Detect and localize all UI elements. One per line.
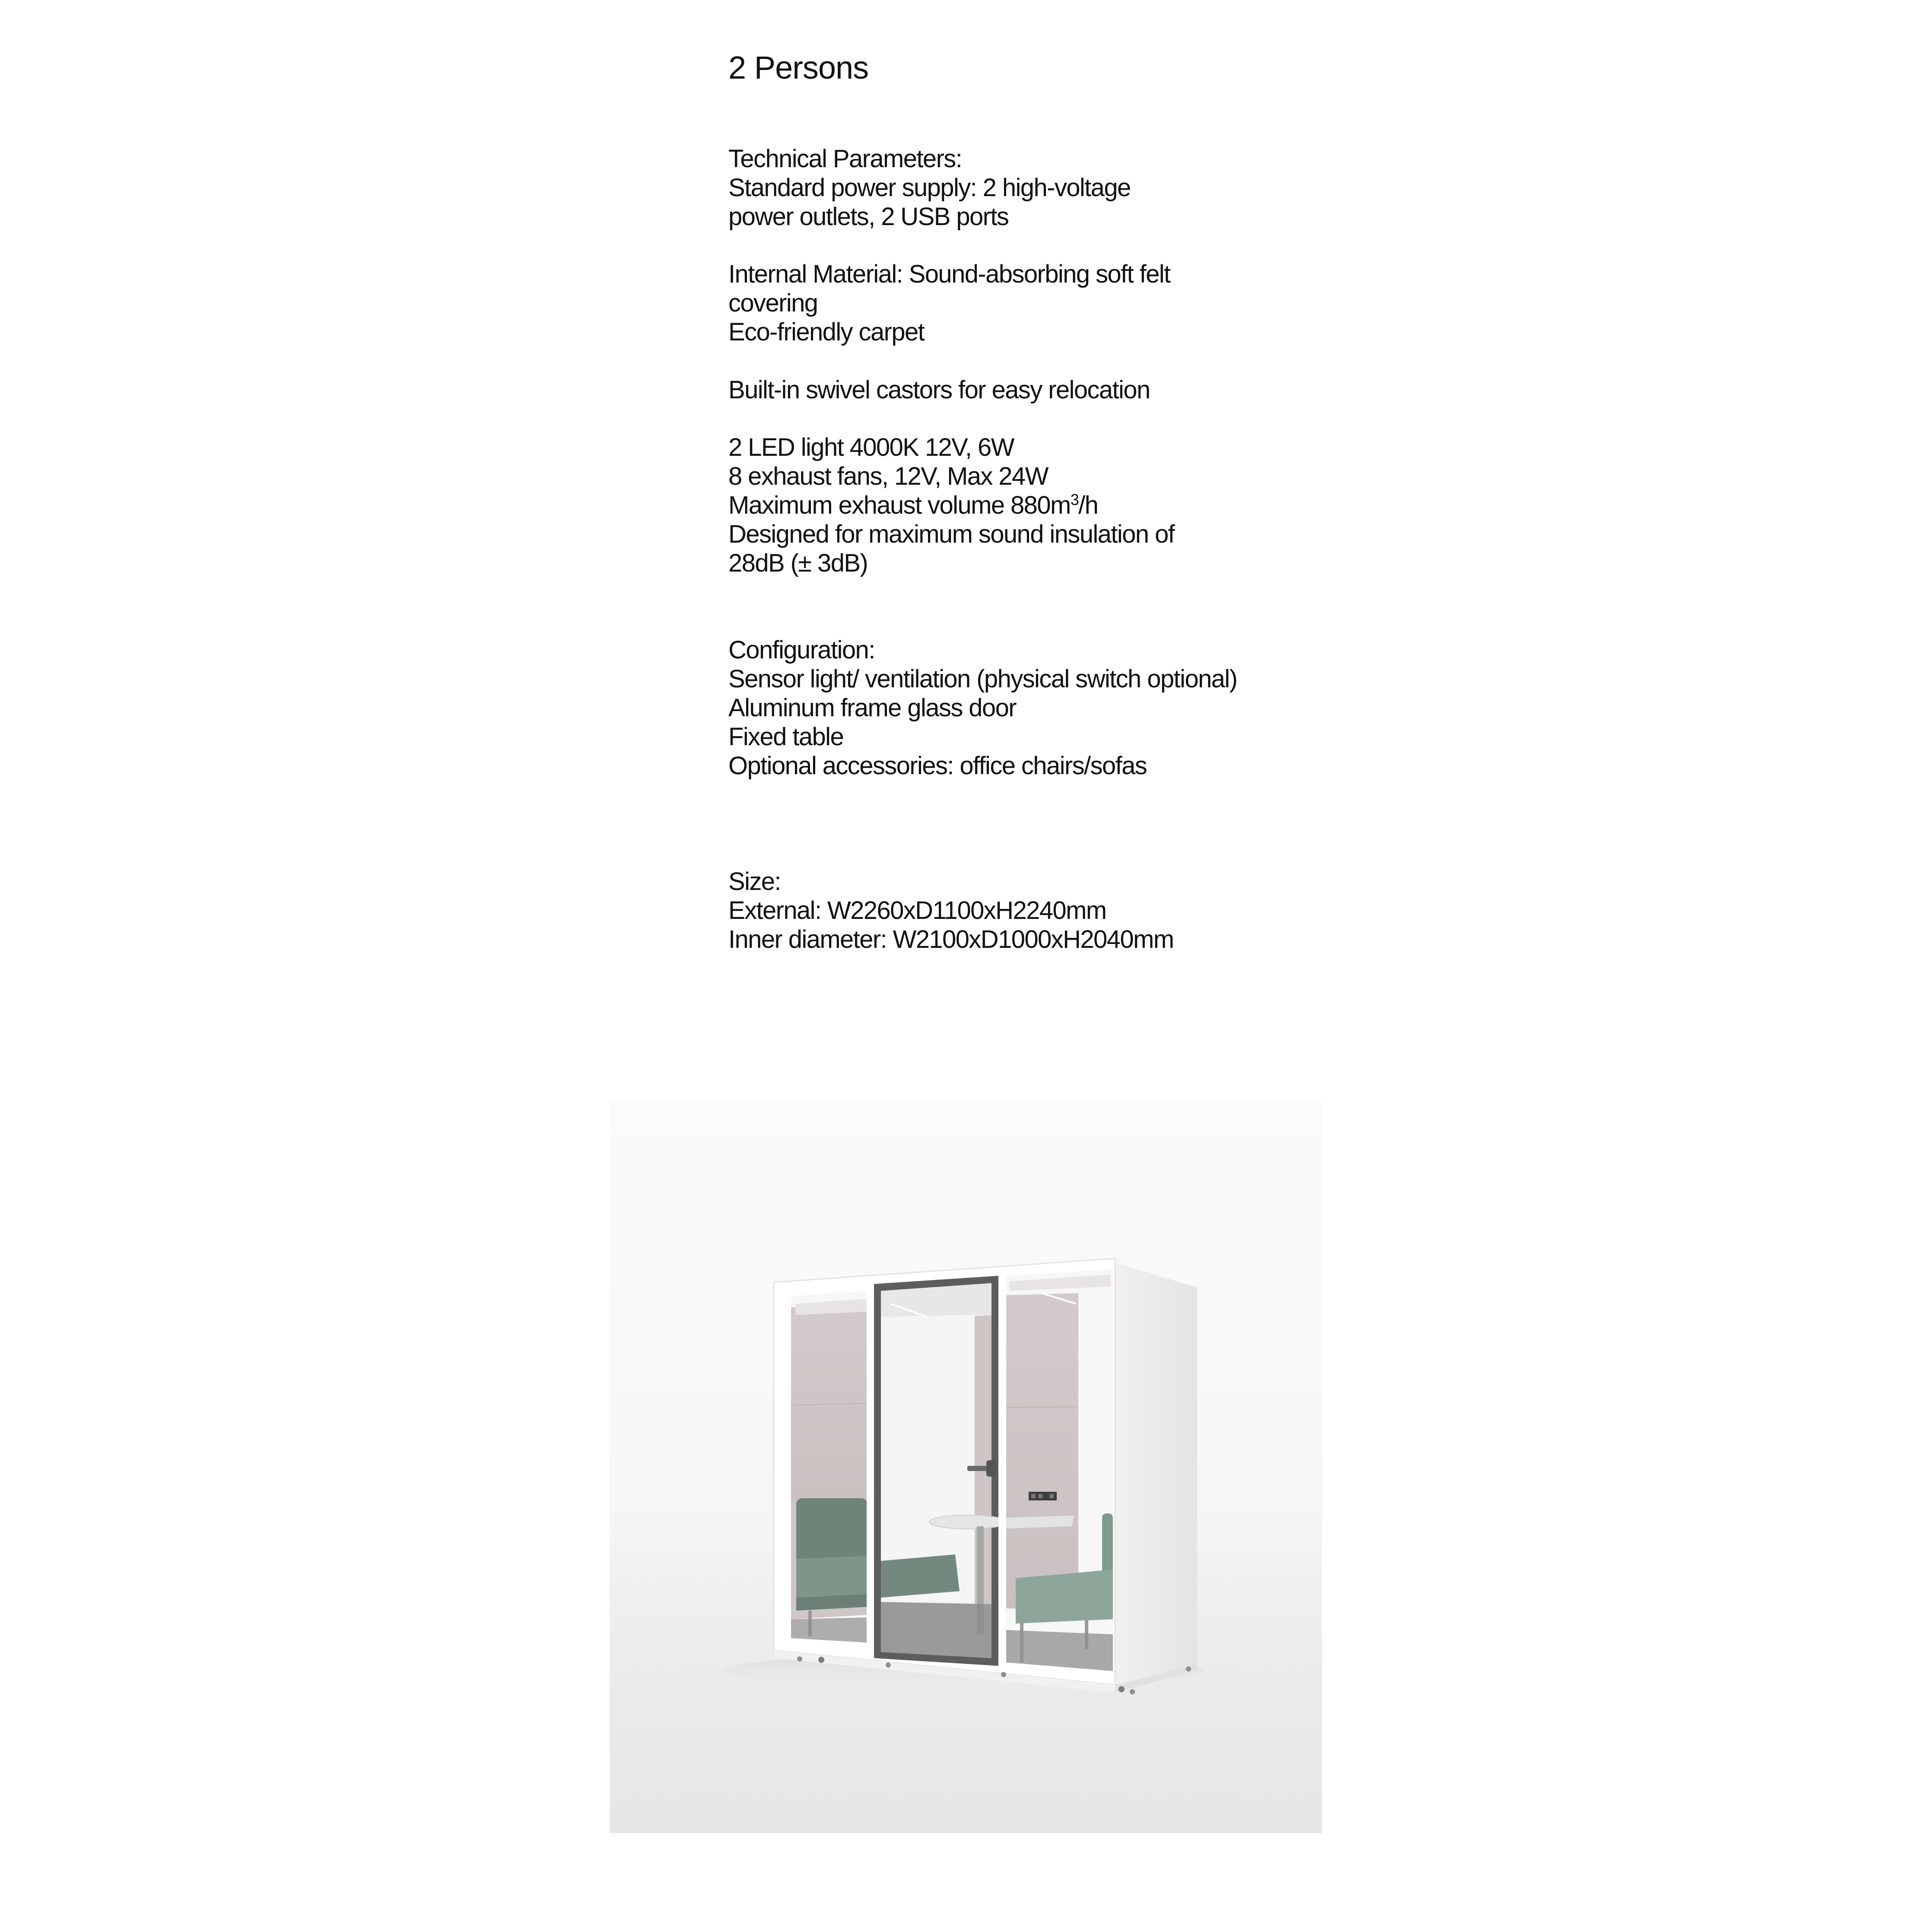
castors-line: Built-in swivel castors for easy relocation bbox=[728, 376, 1150, 404]
castors-section bbox=[728, 375, 1150, 404]
technical-parameters-heading: Technical Parameters: bbox=[728, 145, 962, 173]
technical-parameters-section bbox=[728, 144, 1131, 231]
led-line: 2 LED light 4000K 12V, 6W bbox=[728, 433, 1014, 461]
configuration-item: Fixed table bbox=[728, 723, 844, 751]
internal-material-line-2: covering bbox=[728, 289, 818, 317]
office-booth-illustration bbox=[610, 1101, 1322, 1833]
electrical-section bbox=[728, 433, 1174, 578]
cubic-superscript: 3 bbox=[1070, 491, 1079, 509]
internal-material-line-1: Internal Material: Sound-absorbing soft felt bbox=[728, 260, 1170, 288]
power-supply-line-2: power outlets, 2 USB ports bbox=[728, 203, 1009, 231]
size-section bbox=[728, 867, 1173, 954]
exhaust-volume-text: Maximum exhaust volume 880m bbox=[728, 491, 1071, 519]
sound-insulation-line-2: 28dB (± 3dB) bbox=[728, 549, 868, 577]
size-heading: Size: bbox=[728, 867, 781, 896]
exhaust-volume-unit: /h bbox=[1078, 491, 1098, 519]
configuration-heading: Configuration: bbox=[728, 636, 875, 664]
configuration-item: Optional accessories: office chairs/sofas bbox=[728, 752, 1147, 780]
internal-material-section bbox=[728, 260, 1170, 346]
configuration-item: Aluminum frame glass door bbox=[728, 694, 1016, 722]
power-supply-line-1: Standard power supply: 2 high-voltage bbox=[728, 174, 1131, 202]
fans-line: 8 exhaust fans, 12V, Max 24W bbox=[728, 462, 1048, 490]
configuration-item: Sensor light/ ventilation (physical switch optional) bbox=[728, 665, 1237, 693]
product-photo bbox=[610, 1101, 1322, 1833]
sound-insulation-line-1: Designed for maximum sound insulation of bbox=[728, 520, 1175, 548]
configuration-section bbox=[728, 636, 1237, 780]
page-title: 2 Persons bbox=[728, 50, 869, 86]
exhaust-volume-line bbox=[728, 491, 1174, 520]
size-external: External: W2260xD1100xH2240mm bbox=[728, 896, 1106, 925]
size-inner: Inner diameter: W2100xD1000xH2040mm bbox=[728, 925, 1174, 953]
carpet-line: Eco-friendly carpet bbox=[728, 318, 925, 346]
